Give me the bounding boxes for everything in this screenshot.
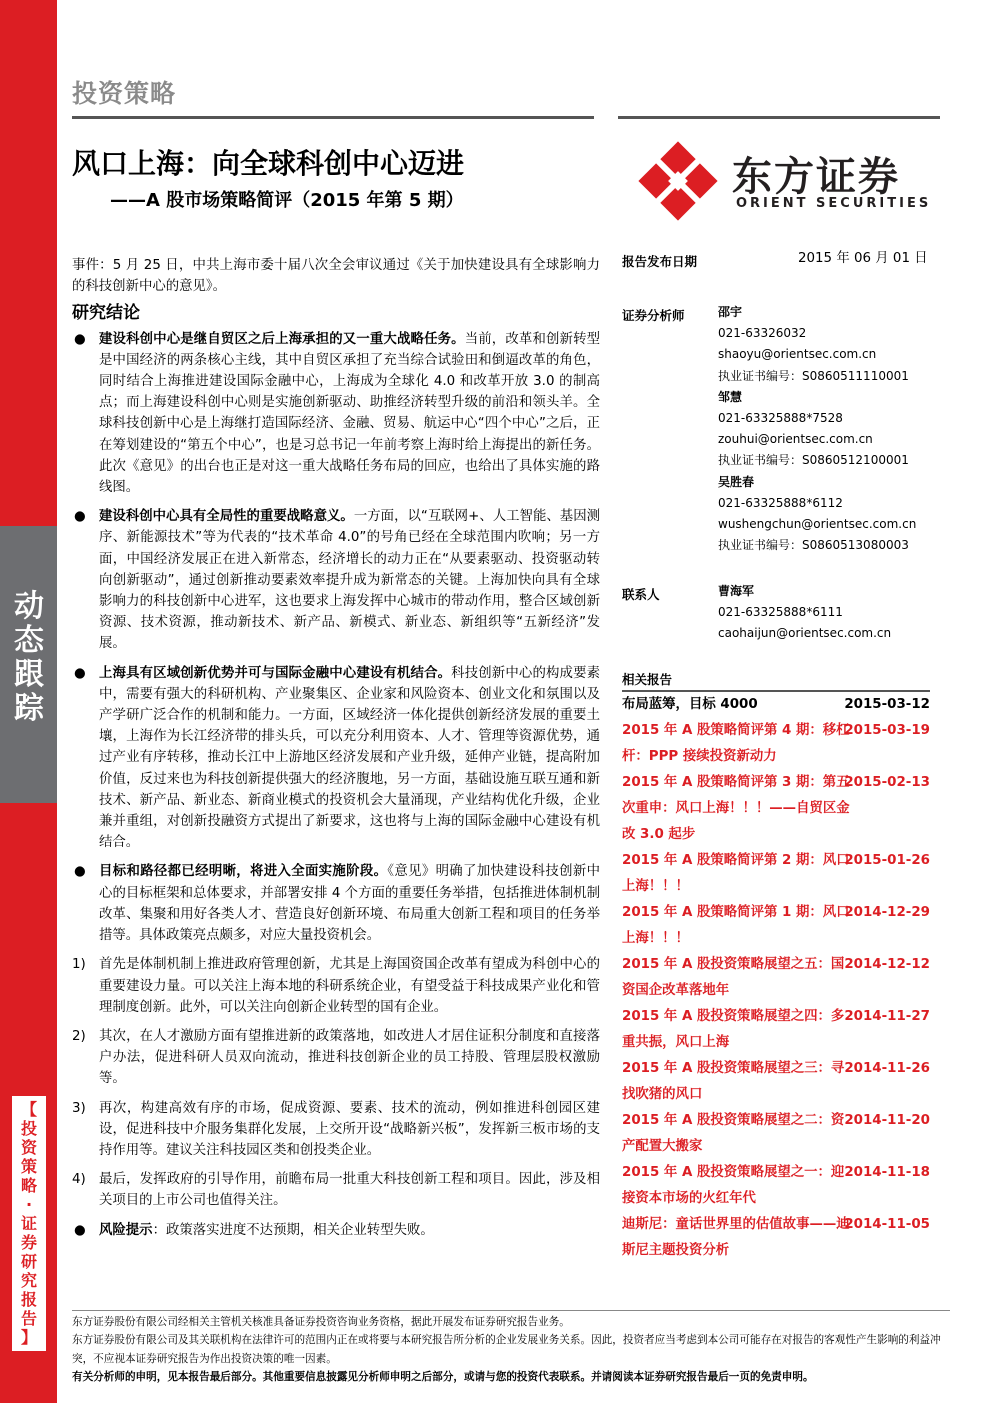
related-report-date: 2014-12-29 xyxy=(844,905,930,920)
report-subtitle: ——A 股市场策略简评（2015 年第 5 期） xyxy=(110,190,464,211)
related-report-item[interactable] xyxy=(622,1212,930,1264)
risk-label: 风险提示 xyxy=(99,1222,153,1238)
bullet-text: 一方面，以“互联网+、人工智能、基因测序、新能源技术”等为代表的“技术革命 4.0”的号角已经在全球范围内吹响；另一方面，中国经济发展正在进入新常态，经济增长的动力正在“从要素驱动、投资驱动转向创新驱动”，通过创新推动要素效率提升成为新常态的关键。上海加快向具有全球影响力的科技创新中心进军，这也要求上海发挥中心城市的带动作用，整合区域创新资源、技术资源，推动新技术、新产品、新模式、新业态、新组织等“五新经济”发展。 xyxy=(99,509,601,652)
section-label: 投资策略 xyxy=(72,79,177,108)
risk-text: ：政策落实进度不达预期，相关企业转型失败。 xyxy=(152,1222,434,1238)
related-report-item[interactable] xyxy=(622,692,930,718)
sidebar-type-char: 究 xyxy=(20,1271,37,1290)
analyst-cert: 执业证书编号：S0860512100001 xyxy=(718,453,909,468)
related-report-item[interactable] xyxy=(622,900,930,952)
related-report-title: 2015 年 A 股投资策略展望之二：资产配置大搬家 xyxy=(622,1113,845,1154)
report-title: 风口上海：向全球科创中心迈进 xyxy=(72,147,465,180)
footer-line-2: 东方证券股份有限公司及其关联机构在法律许可的范围内正在或将要与本研究报告所分析的企业发展业务关系。因此，投资者应当考虑到本公司可能存在对报告的客观性产生影响的利益冲突，不应视本证券研究报告为作出投资决策的唯一因素。 xyxy=(72,1334,941,1365)
sidebar-type-char: 告 xyxy=(20,1309,37,1328)
related-report-date: 2014-12-12 xyxy=(844,957,930,972)
bullet-text: 当前，改革和创新转型是中国经济的两条核心主线，其中自贸区承担了充当综合试验田和倒逼改革的角色，同时结合上海推进建设国际金融中心，上海成为全球化 4.0 和改革开放 3.0 的制高点；而上海建设科创中心则是实施创新驱动、助推经济转型升级的前沿和领头羊。全球科技创新中心是上海继打造国际经济、金融、贸易、航运中心“四个中心”之后，正在筹划建设的“第五个中心”，也是习总书记一年前考察上海时给上海提出的新任务。此次《意见》的出台也正是对这一重大战略任务布局的回应，也给出了具体实施的路线图。 xyxy=(99,331,601,496)
related-report-title: 2015 年 A 股策略简评第 4 期：移杠杆：PPP 接续投资新动力 xyxy=(622,723,850,764)
bullet-text: 科技创新中心的构成要素中，需要有强大的科研机构、产业聚集区、企业家和风险资本、创业文化和氛围以及产学研广泛合作的机制和能力。一方面，区域经济一体化提供创新经济发展的重要土壤，上海作为长江经济带的排头兵，可以充分利用资本、人才、管理等资源优势，通过产业有序转移，推动长江中上游地区经济发展和产业升级，延伸产业链，提高附加价值，反过来也为科技创新提供强大的经济腹地，另一方面，基础设施互联互通和新技术、新产品、新业态、新商业模式的投资机会大量涌现，产业结构优化升级，企业兼并重组，对创新投融资方式提出了新要求，这也将与上海的国际金融中心建设有机结合。 xyxy=(99,665,601,851)
sidebar-type-char: 】 xyxy=(20,1328,37,1347)
policy-number: 1) xyxy=(72,957,86,973)
date-value: 2015 年 06 月 01 日 xyxy=(798,251,928,266)
related-report-title: 2015 年 A 股策略简评第 3 期：第五次重申：风口上海！！！——自贸区金改 3.0 起步 xyxy=(622,775,850,842)
date-label: 报告发布日期 xyxy=(622,254,698,269)
header-divider-left xyxy=(72,116,594,119)
conclusion-bullets xyxy=(72,329,600,947)
analyst-name: 吴胜春 xyxy=(718,474,755,489)
left-sidebar xyxy=(0,0,57,1403)
policy-list xyxy=(72,954,600,1211)
analyst-phone: 021-63325888*6112 xyxy=(718,495,843,510)
related-report-title: 2015 年 A 股投资策略展望之三：寻找吹猪的风口 xyxy=(622,1061,845,1102)
sidebar-type-char: 资 xyxy=(20,1138,37,1157)
conclusion-bullet xyxy=(72,861,600,946)
bullet-dot: ● xyxy=(74,864,86,880)
related-report-item[interactable] xyxy=(622,952,930,1004)
bullet-lead: 目标和路径都已经明晰，将进入全面实施阶段。 xyxy=(99,864,388,880)
sidebar-tag-char: 动 xyxy=(14,589,44,624)
policy-text: 最后，发挥政府的引导作用，前瞻布局一批重大科技创新工程和项目。因此，涉及相关项目的上市公司也值得关注。 xyxy=(99,1172,600,1209)
related-report-date: 2014-11-05 xyxy=(844,1217,930,1232)
bullet-dot: ● xyxy=(74,509,86,525)
related-report-date: 2014-11-26 xyxy=(844,1061,930,1076)
policy-text: 其次，在人才激励方面有望推进新的政策落地，如改进人才居住证积分制度和直接落户办法，促进科研人员双向流动，推进科技创新企业的员工持股、管理层股权激励等。 xyxy=(99,1028,600,1087)
analyst-label: 证券分析师 xyxy=(622,308,685,323)
contact-name: 曹海军 xyxy=(718,584,755,598)
contact-label: 联系人 xyxy=(622,587,660,602)
bullet-lead: 建设科创中心是继自贸区之后上海承担的又一重大战略任务。 xyxy=(99,331,465,347)
policy-number: 3) xyxy=(72,1100,86,1116)
analyst-cert: 执业证书编号：S0860511110001 xyxy=(718,368,909,383)
related-report-title: 2015 年 A 股投资策略展望之一：迎接资本市场的火红年代 xyxy=(622,1165,845,1206)
related-report-title: 2015 年 A 股策略简评第 2 期：风口上海！！！ xyxy=(622,853,850,894)
sidebar-type-char: 证 xyxy=(20,1214,37,1233)
conclusion-bullet xyxy=(72,329,600,499)
analyst-phone: 021-63326032 xyxy=(718,326,807,341)
bullet-text: 《意见》明确了加快建设科技创新中心的目标框架和总体要求，并部署安排 4 个方面的重要任务举措，包括推进体制机制改革、集聚和用好各类人才、营造良好创新环境、布局重大创新工程和项目的任务举措等。具体政策亮点颇多，对应大量投资机会。 xyxy=(99,864,600,944)
analyst-phone: 021-63325888*7528 xyxy=(718,411,843,425)
policy-item xyxy=(72,1169,600,1211)
sidebar-report-type xyxy=(12,1096,46,1351)
contact-phone: 021-63325888*6111 xyxy=(718,605,843,619)
logo-name-en: ORIENT SECURITIES xyxy=(736,196,932,211)
related-report-title: 迪斯尼：童话世界里的估值故事——迪斯尼主题投资分析 xyxy=(622,1217,850,1258)
contact-email[interactable]: caohaijun@orientsec.com.cn xyxy=(718,626,892,640)
related-report-title: 2015 年 A 股策略简评第 1 期：风口上海！！！ xyxy=(622,905,850,946)
footer-line-1: 东方证券股份有限公司经相关主管机关核准具备证券投资咨询业务资格，据此开展发布证券研究报告业务。 xyxy=(72,1316,570,1328)
conclusion-heading: 研究结论 xyxy=(72,303,140,324)
sidebar-category-tag xyxy=(9,590,49,726)
analyst-name: 邹慧 xyxy=(718,389,743,404)
bullet-lead: 建设科创中心具有全局性的重要战略意义。 xyxy=(99,509,354,525)
related-report-date: 2015-03-12 xyxy=(844,697,930,712)
policy-text: 首先是体制机制上推进政府管理创新，尤其是上海国资国企改革有望成为科创中心的重要建设力量。可以关注上海本地的科研系统企业，有望受益于科技成果产业化和管理制度创新。此外，可以关注向创新企业转型的国有企业。 xyxy=(99,957,600,1015)
policy-item xyxy=(72,1098,600,1162)
related-report-item[interactable] xyxy=(622,718,930,770)
related-report-item[interactable] xyxy=(622,1108,930,1160)
policy-item xyxy=(72,954,600,1018)
sidebar-red-top xyxy=(0,0,57,526)
related-report-title: 2015 年 A 股投资策略展望之五：国资国企改革落地年 xyxy=(622,957,845,998)
related-report-date: 2014-11-18 xyxy=(844,1165,930,1180)
policy-item xyxy=(72,1026,600,1090)
orient-logo-icon xyxy=(636,139,720,223)
company-logo xyxy=(636,141,936,221)
risk-note xyxy=(72,1220,600,1241)
sidebar-type-char: 策 xyxy=(20,1157,37,1176)
bullet-dot: ● xyxy=(74,331,86,347)
related-report-item[interactable] xyxy=(622,1160,930,1212)
conclusion-bullet xyxy=(72,663,600,854)
related-report-date: 2014-11-20 xyxy=(844,1113,930,1128)
bullet-lead: 上海具有区域创新优势并可与国际金融中心建设有机结合。 xyxy=(99,665,452,681)
analyst-cert: 执业证书编号：S0860513080003 xyxy=(718,538,909,553)
related-report-item[interactable] xyxy=(622,848,930,900)
disclaimer-footer xyxy=(72,1310,950,1387)
related-report-date: 2015-01-26 xyxy=(844,853,930,868)
analyst-name: 邵宇 xyxy=(718,305,743,319)
policy-text: 再次，构建高效有序的市场，促成资源、要素、技术的流动，例如推进科创园区建设，促进科技中介服务集群化发展，上交所开设“战略新兴板”，发挥新三板市场的支持作用等。建议关注科技园区类和创投类企业。 xyxy=(99,1100,600,1158)
sidebar-tag-char: 跟 xyxy=(14,657,44,692)
policy-number: 2) xyxy=(72,1028,86,1044)
logo-name-cn: 东方证券 xyxy=(732,154,900,200)
related-report-date: 2015-03-19 xyxy=(844,723,930,738)
related-report-title: 布局蓝筹，目标 4000 xyxy=(622,697,758,712)
sidebar-type-char: 券 xyxy=(20,1233,37,1252)
sidebar-tag-char: 踪 xyxy=(14,691,44,726)
analyst-email[interactable]: zouhui@orientsec.com.cn xyxy=(718,432,873,447)
sidebar-type-char: 研 xyxy=(20,1252,37,1271)
bullet-dot: ● xyxy=(74,1222,86,1238)
sidebar-type-char: 报 xyxy=(20,1290,37,1309)
main-content xyxy=(72,255,600,1249)
analyst-email[interactable]: wushengchun@orientsec.com.cn xyxy=(718,517,917,531)
bullet-dot: ● xyxy=(74,665,86,681)
policy-number: 4) xyxy=(72,1172,86,1188)
related-report-title: 2015 年 A 股投资策略展望之四：多重共振，风口上海 xyxy=(622,1009,845,1050)
conclusion-bullet xyxy=(72,506,600,654)
sidebar-type-char: 略 xyxy=(20,1176,37,1195)
sidebar-type-char: 【 xyxy=(20,1100,37,1119)
sidebar-type-char: · xyxy=(25,1195,33,1214)
sidebar-tag-char: 态 xyxy=(14,623,44,658)
related-report-date: 2015-02-13 xyxy=(844,775,930,790)
related-report-item[interactable] xyxy=(622,1056,930,1108)
related-label: 相关报告 xyxy=(622,672,673,687)
related-report-item[interactable] xyxy=(622,770,930,848)
header-divider-right xyxy=(618,116,940,119)
related-report-item[interactable] xyxy=(622,1004,930,1056)
event-paragraph: 事件：5 月 25 日，中共上海市委十届八次全会审议通过《关于加快建设具有全球影响力的科技创新中心的意见》。 xyxy=(72,258,600,295)
analyst-email[interactable]: shaoyu@orientsec.com.cn xyxy=(718,347,877,362)
related-report-date: 2014-11-27 xyxy=(844,1009,930,1024)
sidebar-type-char: 投 xyxy=(20,1119,37,1138)
footer-line-3: 有关分析师的申明，见本报告最后部分。其他重要信息披露见分析师申明之后部分，或请与您的投资代表联系。并请阅读本证券研究报告最后一页的免责申明。 xyxy=(72,1371,814,1384)
